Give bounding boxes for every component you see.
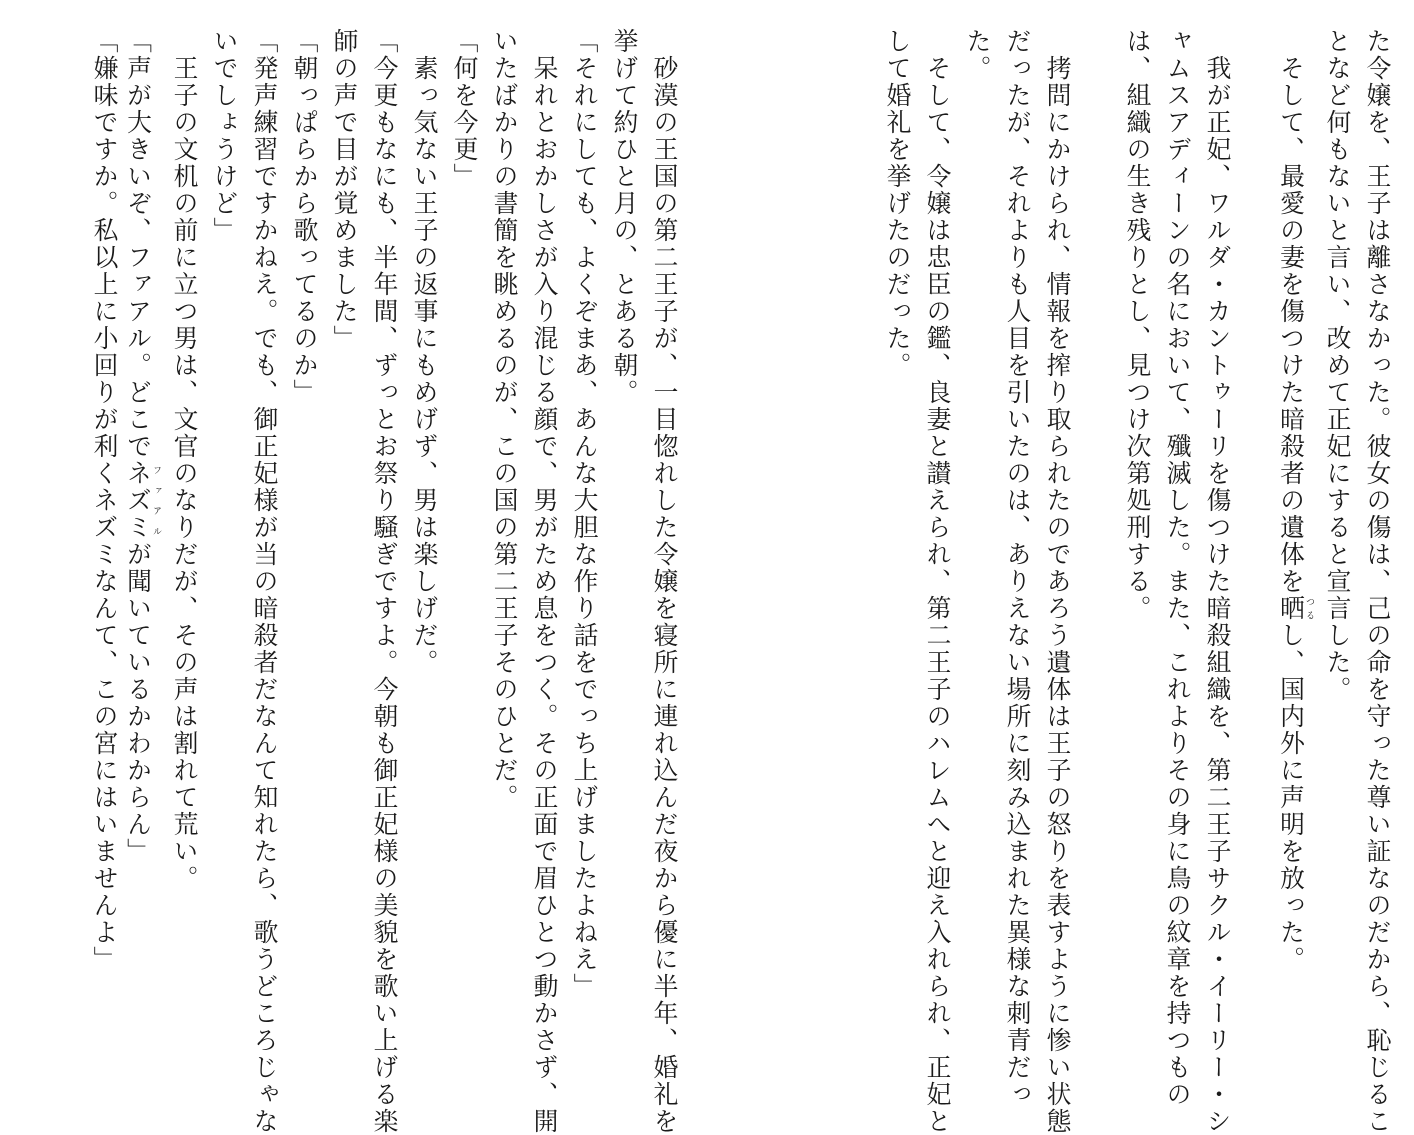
text-column-29: いでしょうけど」	[210, 28, 239, 244]
ruby-base: ネズミ	[123, 460, 153, 541]
text-column-18: 砂漠の王国の第二王子が、一目惚れした令嬢を寝所に連れ込んだ夜から優に半年、婚礼を	[650, 28, 679, 1135]
text-column-13: して婚礼を挙げたのだった。	[883, 28, 912, 379]
text-column-31	[123, 28, 161, 988]
ruby-reading: ファアル	[151, 460, 161, 541]
text-column-28: 「発声練習ですかねえ。でも、御正妃様が当の暗殺者だなんて知れたら、歌うどころじゃな	[250, 28, 279, 1135]
text-column-9: 拷問にかけられ、情報を搾り取られたのであろう遺体は王子の怒りを表すように惨い状態	[1043, 28, 1072, 1135]
text-column-22: いたばかりの書簡を眺めるのが、この国の第二王子そのひとだ。	[490, 28, 519, 811]
text-column-10: だったが、それよりも人目を引いたのは、ありえない場所に刻み込まれた異様な刺青だっ	[1003, 28, 1032, 1108]
text-column-20: 「それにしても、よくぞまあ、あんな大胆な作り話をでっち上げましたよねえ」	[570, 28, 599, 1000]
text-column-5: 我が正妃、ワルダ・カントゥーリを傷つけた暗殺組織を、第二王子サクル・イーリー・シ	[1203, 28, 1232, 1135]
text-column-21: 呆れとおかしさが入り混じる顔で、男がため息をつく。その正面で眉ひとつ動かさず、開	[530, 28, 559, 1135]
ruby-nezumi	[123, 460, 161, 541]
ruby-sarashi	[1276, 595, 1314, 622]
ruby-reading: つる	[1304, 595, 1314, 622]
text-column-7: は、組織の生き残りとし、見つけ次第処刑する。	[1123, 28, 1152, 622]
text-column-32: 「嫌味ですか。私以上に小回りが利くネズミなんて、この宮にはいませんよ」	[90, 28, 119, 973]
text-column-2: となど何もないと言い、改めて正妃にすると宣言した。	[1323, 28, 1352, 703]
text-column-11: た。	[963, 28, 992, 82]
text-column-23: 「何を今更」	[450, 28, 479, 190]
text-segment: 「声が大きいぞ、ファアル。どこで	[123, 28, 153, 460]
text-segment: そして、最愛の妻を傷つけた暗殺者の遺体を	[1276, 28, 1306, 595]
text-column-30: 王子の文机の前に立つ男は、文官のなりだが、その声は割れて荒い。	[170, 28, 199, 892]
text-column-6: ャムスアディーンの名において、殲滅した。また、これよりその身に鳥の紋章を持つもの	[1163, 28, 1192, 1108]
text-column-12: そして、令嬢は忠臣の鑑、良妻と讃えられ、第二王子のハレムへと迎え入れられ、正妃と	[923, 28, 952, 1135]
text-segment: し、国内外に声明を放った。	[1276, 622, 1306, 973]
text-column-24: 素っ気ない王子の返事にもめげず、男は楽しげだ。	[410, 28, 439, 676]
text-column-26: 師の声で目が覚めました」	[330, 28, 359, 352]
text-column-1: た令嬢を、王子は離さなかった。彼女の傷は、己の命を守った尊い証なのだから、恥じるこ	[1363, 28, 1392, 1135]
ruby-base: 晒	[1276, 595, 1306, 622]
text-column-19: 挙げて約ひと月の、とある朝。	[610, 28, 639, 406]
text-column-3	[1276, 28, 1314, 988]
text-column-25: 「今更もなにも、半年間、ずっとお祭り騒ぎですよ。今朝も御正妃様の美貌を歌い上げる楽	[370, 28, 399, 1135]
text-segment: が聞いているかわからん」	[123, 541, 153, 865]
text-column-27: 「朝っぱらから歌ってるのか」	[290, 28, 319, 406]
